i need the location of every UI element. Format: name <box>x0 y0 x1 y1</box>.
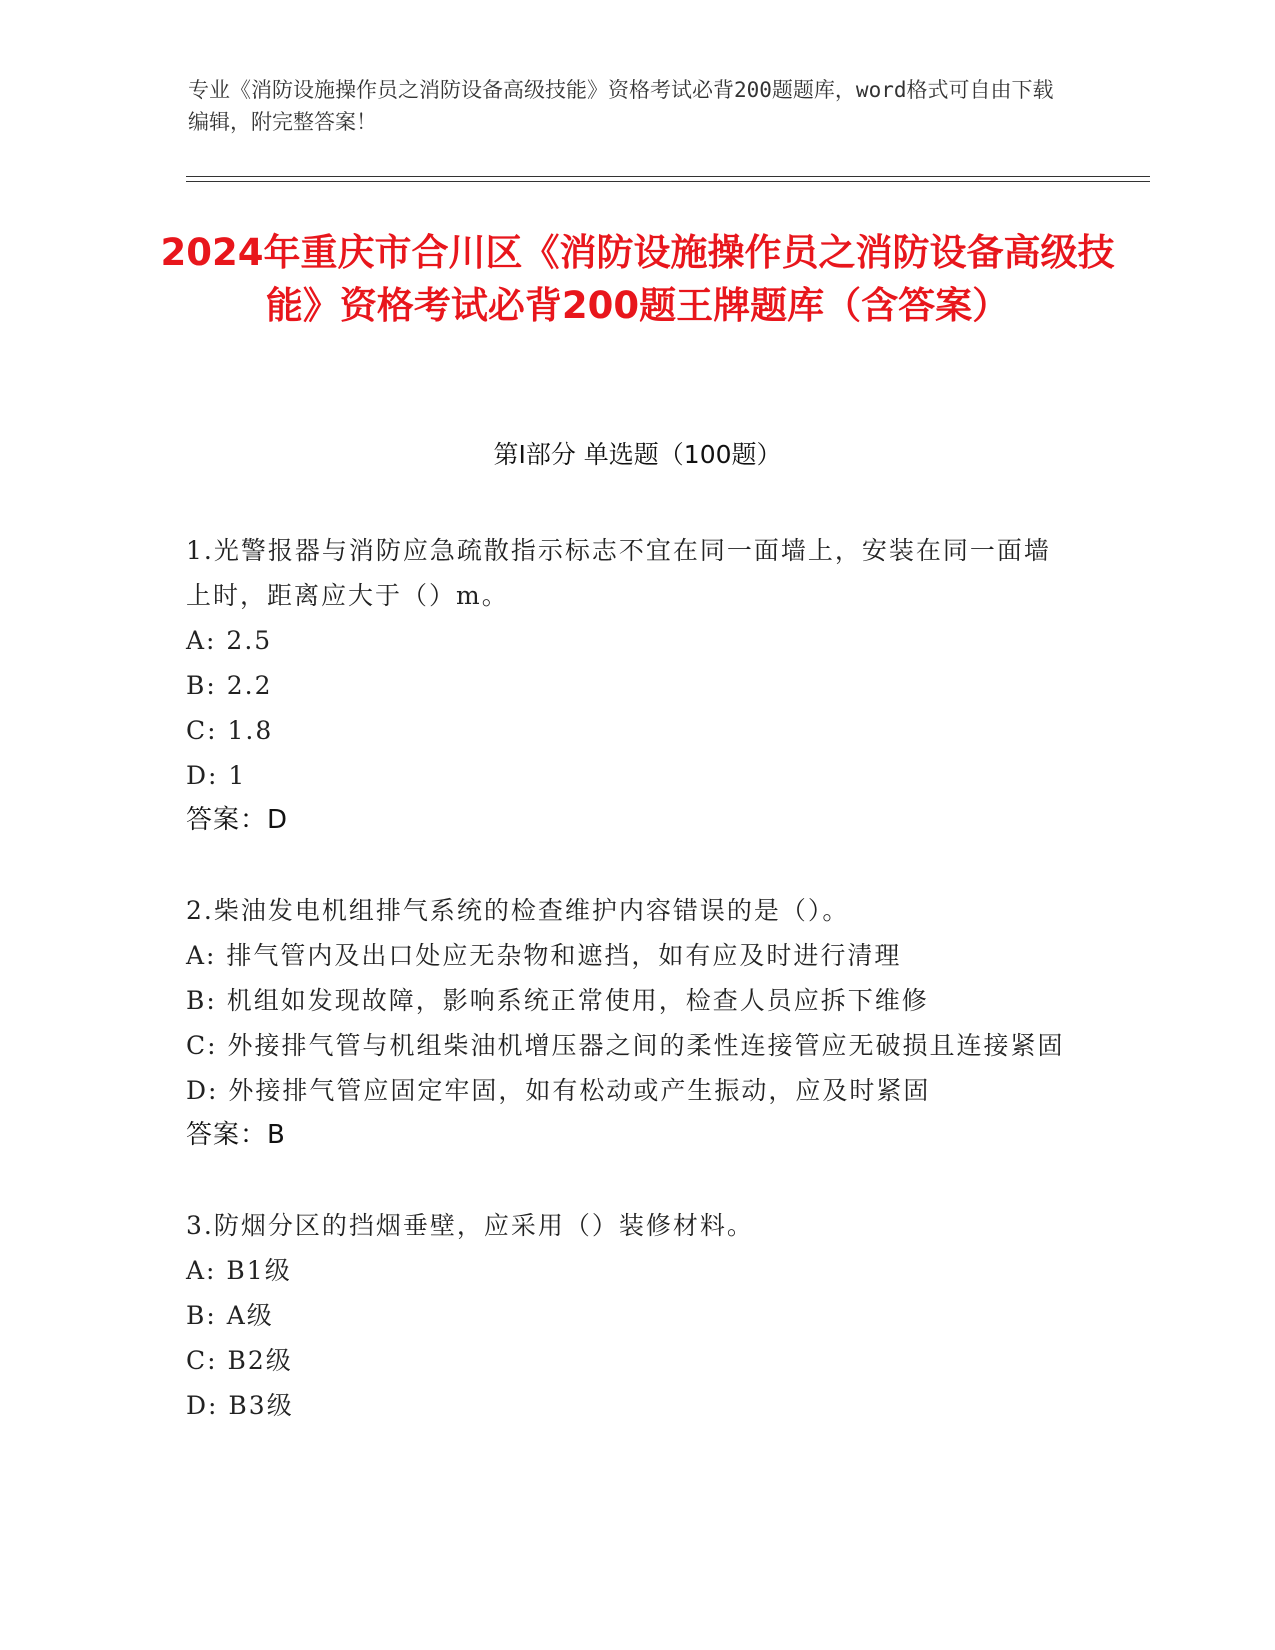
option-c: C: 1.8 <box>186 716 274 745</box>
option-a: A: 2.5 <box>186 626 273 655</box>
header-rule-top <box>186 176 1150 177</box>
question-2 <box>186 888 1076 1158</box>
option-b: B: 机组如发现故障，影响系统正常使用，检查人员应拆下维修 <box>186 986 929 1015</box>
question-3 <box>186 1203 1076 1428</box>
answer-line: 答案：B <box>186 1120 286 1150</box>
option-c: C: 外接排气管与机组柴油机增压器之间的柔性连接管应无破损且连接紧固 <box>186 1031 1065 1060</box>
option-d: D: 1 <box>186 761 247 790</box>
option-c: C: B2级 <box>186 1346 293 1375</box>
question-stem: 1.光警报器与消防应急疏散指示标志不宜在同一面墙上，安装在同一面墙上时，距离应大于（）m。 <box>186 536 1051 610</box>
header-note: 专业《消防设施操作员之消防设备高级技能》资格考试必背200题题库，word格式可自由下载编辑，附完整答案！ <box>188 78 1054 134</box>
option-a: A: 排气管内及出口处应无杂物和遮挡，如有应及时进行清理 <box>186 941 902 970</box>
option-a: A: B1级 <box>186 1256 292 1285</box>
option-b: B: 2.2 <box>186 671 273 700</box>
header-rule-bottom <box>186 181 1150 182</box>
section-title: 第I部分 单选题（100题） <box>493 440 782 469</box>
question-stem: 3.防烟分区的挡烟垂壁，应采用（）装修材料。 <box>186 1211 754 1240</box>
option-d: D: 外接排气管应固定牢固，如有松动或产生振动，应及时紧固 <box>186 1076 931 1105</box>
question-1 <box>186 528 1076 843</box>
option-b: B: A级 <box>186 1301 274 1330</box>
option-d: D: B3级 <box>186 1391 294 1420</box>
answer-line: 答案：D <box>186 805 289 835</box>
question-stem: 2.柴油发电机组排气系统的检查维护内容错误的是（）。 <box>186 896 850 925</box>
document-title: 2024年重庆市合川区《消防设施操作员之消防设备高级技能》资格考试必背200题王牌题库（含答案） <box>160 231 1115 327</box>
question-list <box>186 528 1076 1473</box>
